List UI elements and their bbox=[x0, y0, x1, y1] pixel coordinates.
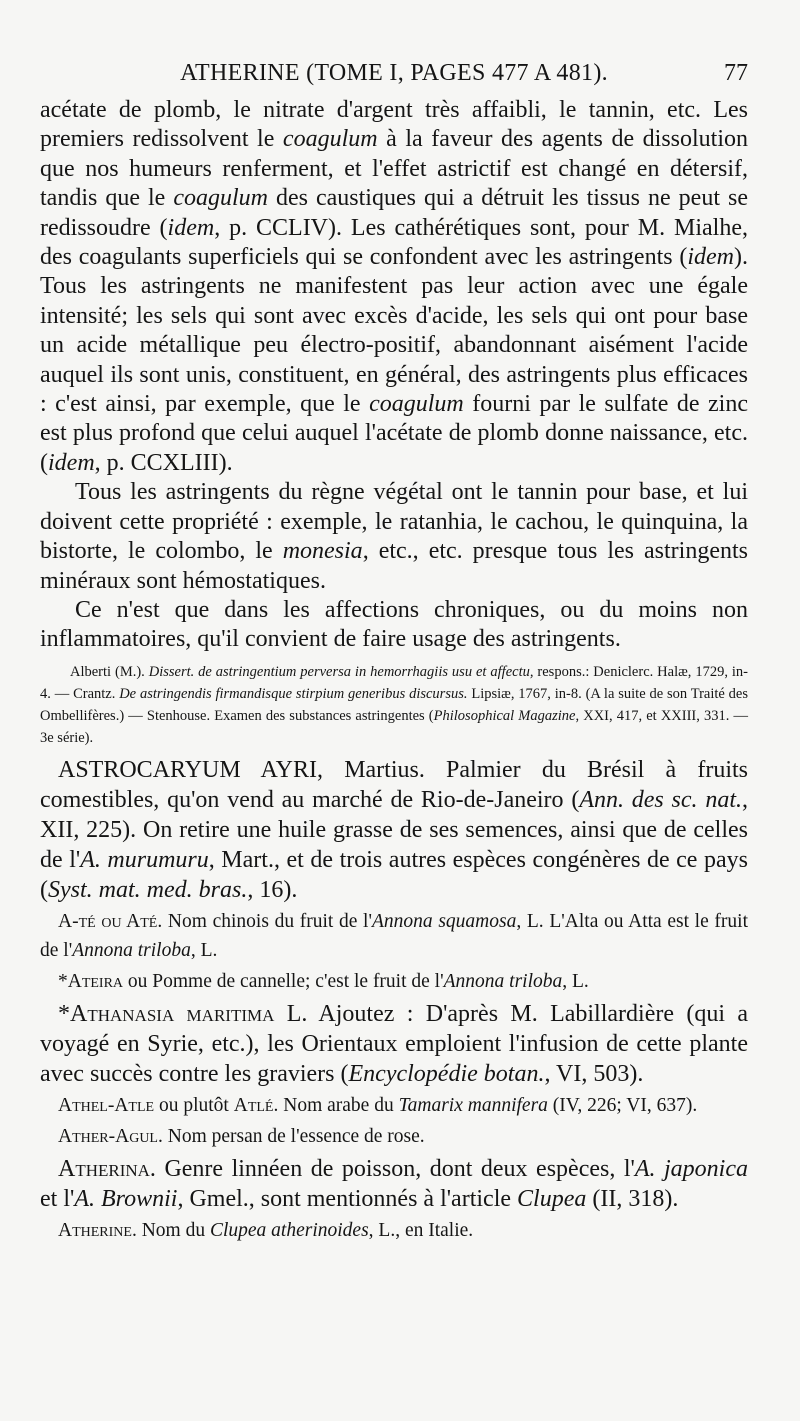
italic-term: Encyclopédie botan. bbox=[348, 1060, 545, 1087]
italic-term: idem bbox=[687, 244, 734, 271]
entry-athanasia bbox=[40, 999, 748, 1089]
page-header bbox=[40, 60, 748, 100]
italic-term: Annona triloba bbox=[72, 939, 191, 961]
running-title: ATHERINE (TOME I, PAGES 477 A 481). bbox=[180, 60, 608, 86]
paragraph-astringents-action bbox=[40, 96, 748, 478]
italic-term: idem bbox=[48, 449, 95, 476]
entry-ateira bbox=[40, 967, 748, 996]
entry-atherine bbox=[40, 1216, 748, 1245]
bibliography-note bbox=[40, 661, 748, 749]
text-run: , Martius. Palmier du Brésil à fruits comestibles, qu'on vend au marché de Rio-de-Janeiro ( bbox=[40, 756, 748, 813]
text-run: , XXI, 417, et XXIII, 331. — 3e série). bbox=[40, 707, 748, 746]
text-run: , L., en Italie. bbox=[368, 1219, 474, 1241]
italic-term: A. murumuru bbox=[80, 846, 209, 873]
text-run: , etc., etc. presque tous les astringents minéraux sont hémostatiques. bbox=[40, 538, 749, 594]
text-run: Nom chinois du fruit de l' bbox=[162, 910, 372, 932]
italic-term: Ann. des sc. nat. bbox=[579, 786, 742, 813]
paragraph-chronic-affections bbox=[40, 596, 748, 655]
text-run: des caustiques qui a détruit les tissus ne peut se redissoudre ( bbox=[40, 185, 748, 241]
entry-astrocaryum bbox=[40, 755, 748, 905]
page-number: 77 bbox=[724, 60, 748, 86]
text-run: ou Pomme de cannelle; c'est le fruit de l' bbox=[123, 970, 444, 992]
text-run: fourni par le sulfate de zinc est plus profond que celui auquel l'acétate de plomb donne naissance, etc. ( bbox=[40, 391, 749, 476]
text-run: , p. CCXLIII). bbox=[94, 449, 233, 476]
text-run: , L. bbox=[562, 970, 589, 992]
italic-term: coagulum bbox=[369, 391, 464, 418]
entry-headword: *Athanasia maritima bbox=[58, 1000, 275, 1027]
italic-term: monesia bbox=[282, 538, 363, 565]
entry-athel-atle bbox=[40, 1091, 748, 1120]
text-run: Nom persan de l'essence de rose. bbox=[162, 1125, 425, 1147]
text-run: acétate de plomb, le nitrate d'argent très affaibli, le tannin, etc. Les premiers redissolvent le bbox=[40, 97, 748, 153]
entry-headword: ASTROCARYUM AYRI bbox=[58, 756, 318, 783]
text-run: L. Ajoutez : D'après M. Labillardière (qui a voyagé en Syrie, etc.), les Orientaux emploient l'infusion de cette plante avec succès contre les graviers ( bbox=[40, 1000, 748, 1087]
text-run: et l' bbox=[40, 1185, 75, 1212]
italic-term: Syst. mat. med. bras. bbox=[48, 876, 248, 903]
text-run: à la faveur des agents de dissolution que nos humeurs renferment, et l'effet astrictif est changé en détersif, tandis que le bbox=[40, 126, 748, 212]
text-run: ). Tous les astringents ne manifestent pas leur action avec une égale intensité; les sels qui sont avec excès d'acide, les sels qui ont pour base un acide métallique peu électro-positif, abandonnant aisément l'acide auquel ils sont unis, constituent, en général, des astringents plus efficaces : c'est ainsi, par exemple, que le bbox=[40, 244, 748, 418]
text-run: Alberti (M.). bbox=[70, 663, 149, 680]
italic-term: De astringendis firmandisque stirpium generibus discursus. bbox=[119, 685, 468, 702]
italic-term: A. japonica bbox=[634, 1155, 748, 1182]
text-run: (II, 318). bbox=[586, 1185, 679, 1212]
text-run: Lipsiæ, 1767, in-8. (A la suite de son Traité des Ombellifères.) — Stenhouse. Examen des substances astringentes ( bbox=[40, 685, 749, 724]
entry-ather-agul bbox=[40, 1122, 748, 1151]
text-run: Nom du bbox=[136, 1219, 210, 1241]
text-run: , VI, 503). bbox=[544, 1060, 644, 1087]
entry-atherina bbox=[40, 1154, 748, 1214]
italic-term: Dissert. de astringentium perversa in hemorrhagiis usu et affectu, bbox=[148, 663, 534, 680]
text-run: , Mart., et de trois autres espèces congénères de ce pays ( bbox=[40, 846, 748, 903]
entry-ate bbox=[40, 907, 748, 965]
entry-headword: Atherine. bbox=[58, 1219, 137, 1241]
text-run: , XII, 225). On retire une huile grasse de ses semences, ainsi que de celles de l' bbox=[40, 786, 748, 873]
italic-term: Clupea bbox=[517, 1185, 587, 1212]
text-run: , p. CCLIV). Les cathérétiques sont, pour M. Mialhe, des coagulants superficiels qui se confondent avec les astringents ( bbox=[40, 214, 749, 271]
italic-term: idem bbox=[167, 214, 215, 241]
body-text bbox=[40, 96, 748, 1245]
entry-headword: *Ateira bbox=[58, 970, 124, 992]
entry-headword-variant: Atlé. bbox=[233, 1094, 279, 1116]
text-run: Genre linnéen de poisson, dont deux espèces, l' bbox=[155, 1155, 635, 1182]
entry-headword: Athel-Atle bbox=[58, 1094, 155, 1116]
italic-term: Clupea atherinoides bbox=[209, 1219, 369, 1241]
italic-term: coagulum bbox=[173, 185, 268, 212]
italic-term: Annona squamosa bbox=[372, 910, 517, 932]
entry-headword: Atherina. bbox=[58, 1155, 156, 1182]
text-run: respons.: Deniclerc. Halæ, 1729, in-4. — Crantz. bbox=[40, 663, 748, 702]
text-run: ou plutôt bbox=[154, 1094, 234, 1116]
text-run: , 16). bbox=[247, 876, 298, 903]
text-run: Nom arabe du bbox=[278, 1094, 399, 1116]
text-run: , Gmel., sont mentionnés à l'article bbox=[177, 1185, 518, 1212]
paragraph-vegetable-astringents bbox=[40, 478, 748, 596]
italic-term: A. Brownii bbox=[74, 1185, 178, 1212]
italic-term: Philosophical Magazine bbox=[433, 707, 576, 724]
text-run: Tous les astringents du règne végétal ont le tannin pour base, et lui doivent cette propriété : exemple, le ratanhia, le cachou, le quinquina, la bistorte, le colombo, le bbox=[40, 479, 748, 565]
entry-headword: Ather-Agul. bbox=[58, 1125, 163, 1147]
text-run: , L. bbox=[190, 939, 218, 961]
entry-headword: A-té ou Até. bbox=[58, 910, 163, 932]
text-run: (IV, 226; VI, 637). bbox=[547, 1094, 698, 1116]
italic-term: coagulum bbox=[282, 126, 378, 153]
text-run: , L. L'Alta ou Atta est le fruit de l' bbox=[40, 910, 748, 961]
italic-term: Tamarix mannifera bbox=[398, 1094, 548, 1116]
italic-term: Annona triloba bbox=[443, 970, 563, 992]
text-run: Ce n'est que dans les affections chroniques, ou du moins non inflammatoires, qu'il convient de faire usage des astringents. bbox=[40, 596, 748, 653]
